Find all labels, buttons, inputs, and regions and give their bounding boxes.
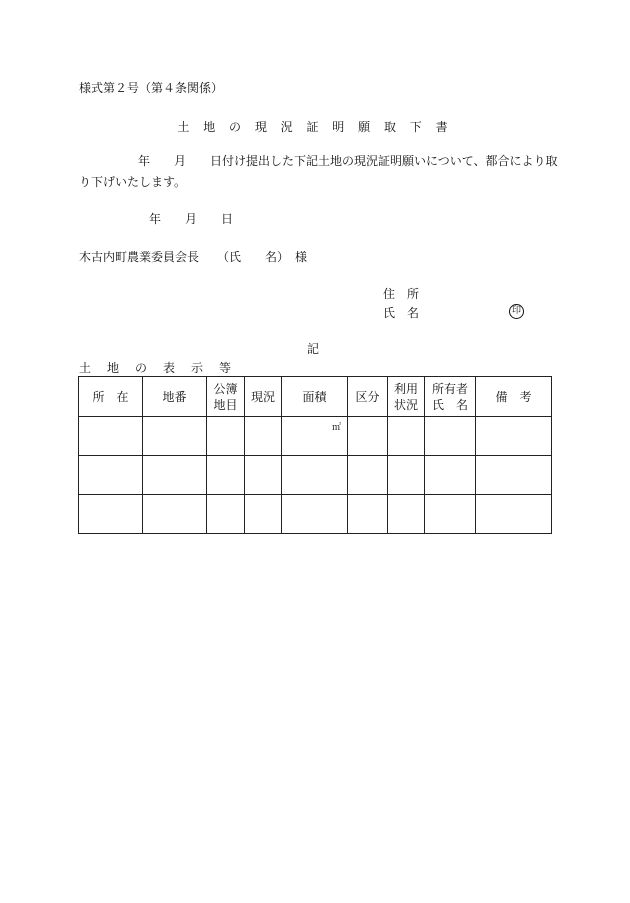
cell-area[interactable] <box>282 495 348 534</box>
form-number: 様式第２号（第４条関係） <box>79 81 224 95</box>
header-usage-status-line: 利用 <box>393 381 418 396</box>
cell-location[interactable] <box>79 456 143 495</box>
table-row <box>79 495 552 534</box>
header-area-line: 面積 <box>302 389 327 404</box>
applicant-address-label: 住 所 <box>383 287 420 301</box>
cell-category[interactable] <box>348 417 388 456</box>
cell-remarks[interactable] <box>476 495 552 534</box>
cell-usage-status[interactable] <box>388 417 425 456</box>
header-lot-number <box>143 377 207 417</box>
header-remarks-line: 備 考 <box>495 389 532 404</box>
land-table <box>78 376 552 534</box>
header-remarks <box>476 377 552 417</box>
header-current-state-line: 現況 <box>250 389 275 404</box>
cell-area[interactable] <box>282 456 348 495</box>
applicant-name-label: 氏 名 <box>383 306 420 320</box>
cell-current-state[interactable] <box>245 417 282 456</box>
cell-registry-land-category[interactable] <box>207 417 245 456</box>
body-text-line-1: 年 月 日付け提出した下記土地の現況証明願いについて、都合により取 <box>138 154 558 168</box>
header-current-state <box>245 377 282 417</box>
header-owner-name-line: 氏 名 <box>431 397 468 412</box>
cell-lot-number[interactable] <box>143 495 207 534</box>
cell-lot-number[interactable] <box>143 417 207 456</box>
header-owner-name-line: 所有者 <box>431 381 468 396</box>
ki-heading: 記 <box>307 342 320 356</box>
table-row <box>79 456 552 495</box>
cell-location[interactable] <box>79 495 143 534</box>
date-line: 年 月 日 <box>149 212 234 226</box>
header-usage-status-line: 状況 <box>393 397 418 412</box>
cell-usage-status[interactable] <box>388 495 425 534</box>
land-display-heading: 土 地 の 表 示 等 <box>79 361 234 375</box>
header-registry-land-category-line: 公簿 <box>213 381 238 396</box>
cell-area[interactable] <box>282 417 348 456</box>
cell-current-state[interactable] <box>245 456 282 495</box>
header-category-line: 区分 <box>355 389 380 404</box>
table-row <box>79 417 552 456</box>
cell-category[interactable] <box>348 456 388 495</box>
cell-category[interactable] <box>348 495 388 534</box>
header-lot-number-line: 地番 <box>162 389 187 404</box>
cell-owner-name[interactable] <box>425 417 476 456</box>
body-text-line-2: り下げいたします。 <box>79 175 187 189</box>
cell-owner-name[interactable] <box>425 495 476 534</box>
header-area <box>282 377 348 417</box>
cell-owner-name[interactable] <box>425 456 476 495</box>
seal-mark: 印 <box>509 304 524 319</box>
cell-remarks[interactable] <box>476 417 552 456</box>
cell-registry-land-category[interactable] <box>207 495 245 534</box>
cell-usage-status[interactable] <box>388 456 425 495</box>
cell-location[interactable] <box>79 417 143 456</box>
header-owner-name <box>425 377 476 417</box>
header-registry-land-category <box>207 377 245 417</box>
document-title: 土 地 の 現 況 証 明 願 取 下 書 <box>177 120 453 134</box>
cell-lot-number[interactable] <box>143 456 207 495</box>
header-usage-status <box>388 377 425 417</box>
cell-remarks[interactable] <box>476 456 552 495</box>
cell-registry-land-category[interactable] <box>207 456 245 495</box>
cell-current-state[interactable] <box>245 495 282 534</box>
header-registry-land-category-line: 地目 <box>213 397 238 412</box>
header-category <box>348 377 388 417</box>
addressee: 木古内町農業委員会長 （氏 名） 様 <box>79 250 308 264</box>
header-location-line: 所 在 <box>92 389 129 404</box>
header-location <box>79 377 143 417</box>
table-header-row <box>79 377 552 417</box>
area-unit: ㎡ <box>331 423 341 433</box>
